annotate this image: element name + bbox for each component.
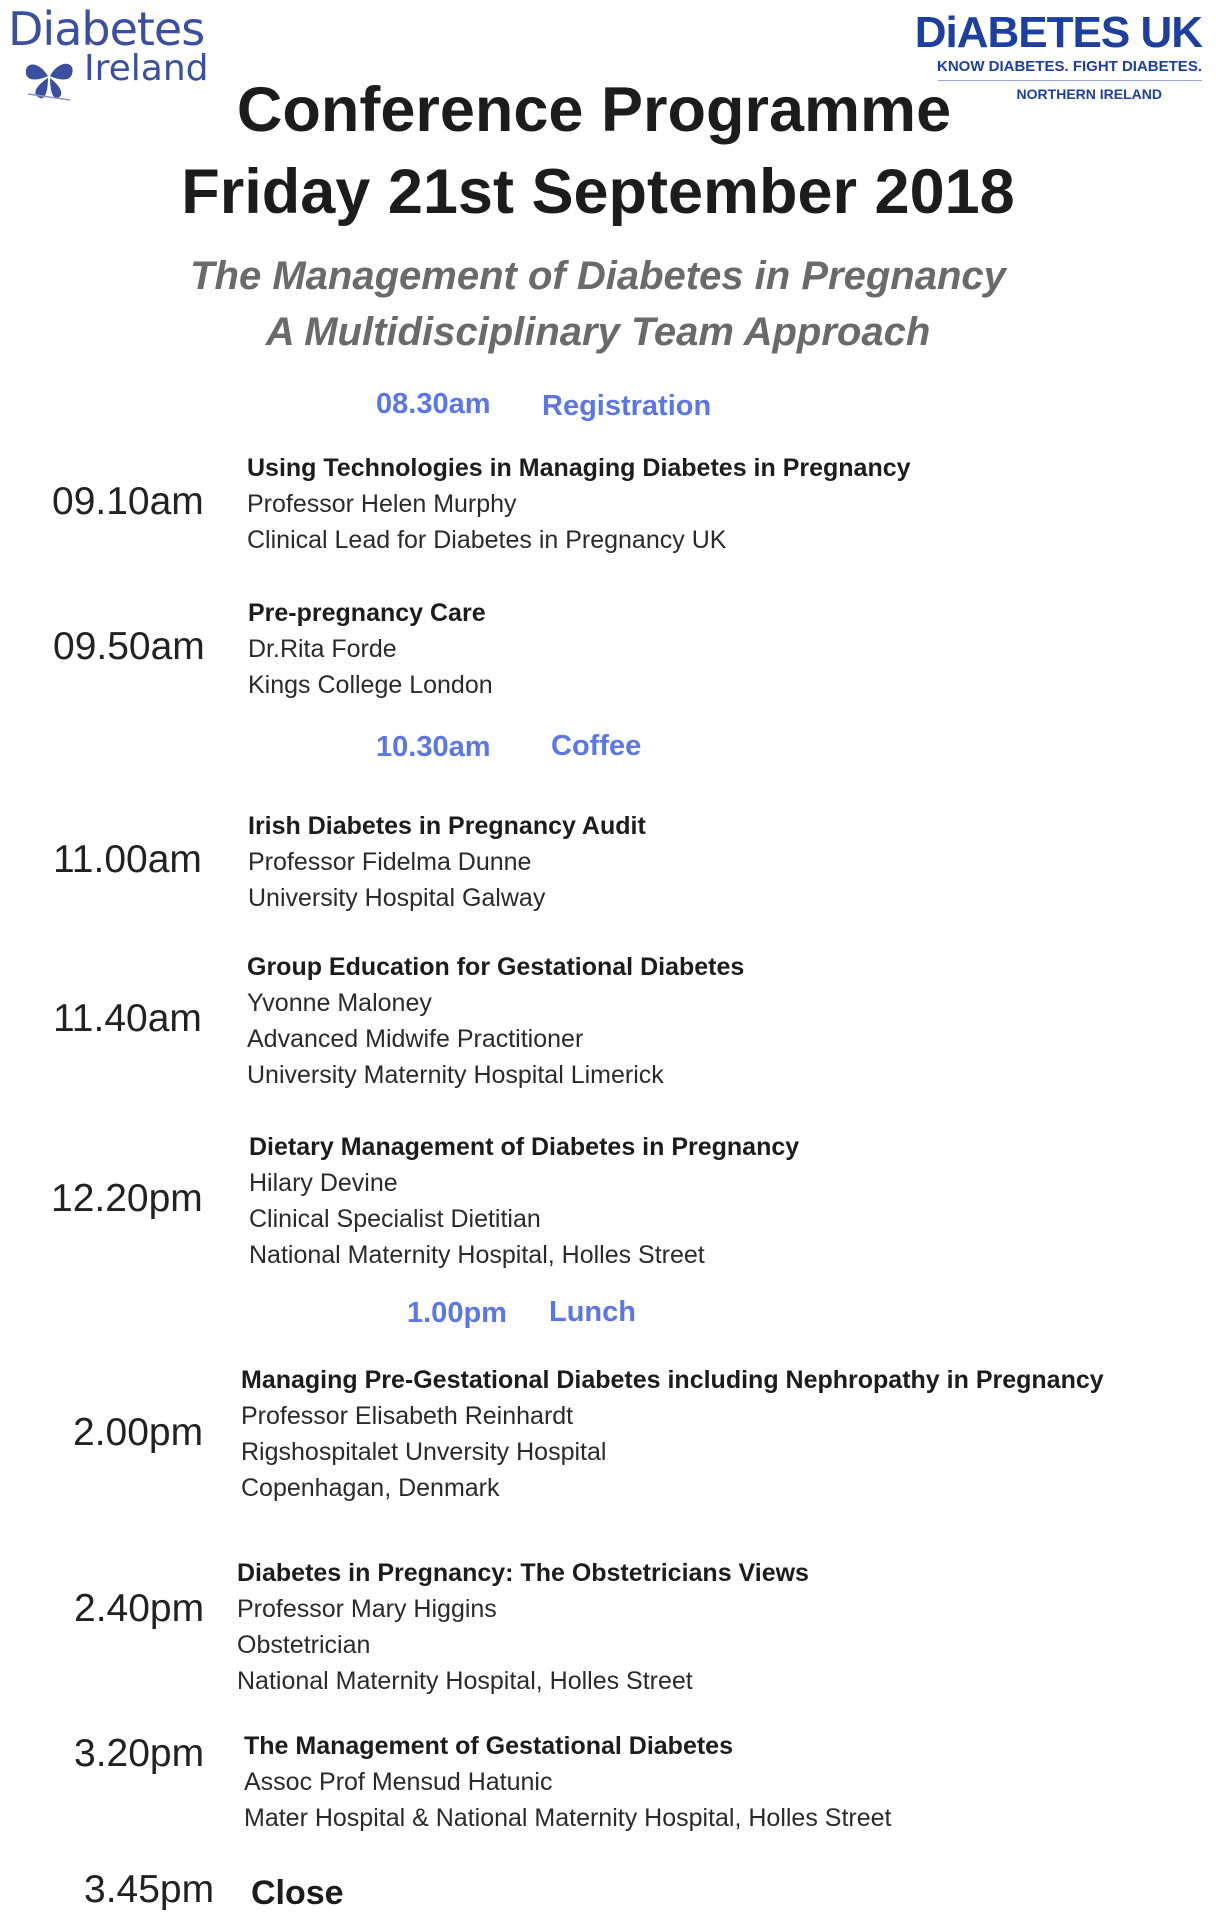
session-title: The Management of Gestational Diabetes [244,1732,733,1760]
session-time: 09.10am [52,480,204,523]
page-date: Friday 21st September 2018 [181,157,1015,227]
session-affiliation: University Hospital Galway [248,884,546,912]
session-speaker: Professor Mary Higgins [237,1595,497,1623]
session-title: Irish Diabetes in Pregnancy Audit [248,812,646,840]
close-label: Close [251,1874,344,1912]
break-time-coffee: 10.30am [376,731,491,763]
session-affiliation: National Maternity Hospital, Holles Street [249,1241,705,1269]
break-time-registration: 08.30am [376,388,491,420]
session-entry [248,808,646,916]
session-entry [247,949,744,1093]
logo-right-title: DiABETES UK [914,8,1202,57]
session-title: Using Technologies in Managing Diabetes in Pregnancy [247,454,911,482]
session-title: Managing Pre-Gestational Diabetes including Nephropathy in Pregnancy [241,1366,1104,1394]
subtitle-line-2: A Multidisciplinary Team Approach [265,310,931,354]
page-title: Conference Programme [236,75,952,145]
session-time: 11.00am [53,838,202,881]
logo-right-tagline: KNOW DIABETES. FIGHT DIABETES. [936,58,1202,75]
session-affiliation: University Maternity Hospital Limerick [247,1061,664,1089]
logo-left-word-diabetes: Diabetes [8,2,205,56]
logo-right-region: NORTHERN IRELAND [1016,86,1162,102]
session-time: 2.00pm [73,1411,204,1454]
session-title: Pre-pregnancy Care [248,599,486,627]
session-speaker: Professor Elisabeth Reinhardt [241,1402,574,1430]
session-role: Obstetrician [237,1631,371,1659]
session-speaker: Assoc Prof Mensud Hatunic [244,1768,553,1796]
session-title: Group Education for Gestational Diabetes [247,953,745,981]
session-affiliation: Kings College London [248,671,493,699]
session-speaker: Professor Fidelma Dunne [248,848,532,876]
close-time: 3.45pm [84,1868,215,1911]
session-entry [249,1129,799,1273]
session-affiliation: Mater Hospital & National Maternity Hospital, Holles Street [244,1804,892,1832]
session-time: 3.20pm [74,1732,205,1775]
session-entry [237,1555,809,1699]
session-affiliation: Rigshospitalet Unversity Hospital [241,1438,607,1466]
session-speaker: Yvonne Maloney [247,989,432,1017]
session-location: Copenhagan, Denmark [241,1474,500,1502]
break-label-lunch: Lunch [549,1296,636,1328]
session-affiliation: Clinical Lead for Diabetes in Pregnancy UK [247,526,727,554]
break-label-registration: Registration [542,390,712,422]
break-time-lunch: 1.00pm [407,1297,507,1329]
subtitle-line-1: The Management of Diabetes in Pregnancy [190,254,1006,298]
session-title: Dietary Management of Diabetes in Pregnancy [249,1133,800,1161]
logo-left-word-ireland: Ireland [84,48,209,89]
session-role: Advanced Midwife Practitioner [247,1025,584,1053]
session-speaker: Professor Helen Murphy [247,490,517,518]
session-entry [247,450,911,558]
session-entry [248,595,493,703]
session-title: Diabetes in Pregnancy: The Obstetricians Views [237,1559,809,1587]
session-speaker: Hilary Devine [249,1169,398,1197]
session-time: 2.40pm [74,1587,205,1630]
session-time: 09.50am [53,625,205,668]
session-entry [244,1728,892,1836]
session-time: 11.40am [53,997,202,1040]
session-time: 12.20pm [51,1177,203,1220]
session-affiliation: National Maternity Hospital, Holles Street [237,1667,693,1695]
session-speaker: Dr.Rita Forde [248,635,397,663]
session-entry [241,1362,1104,1506]
break-label-coffee: Coffee [551,730,642,762]
session-role: Clinical Specialist Dietitian [249,1205,541,1233]
